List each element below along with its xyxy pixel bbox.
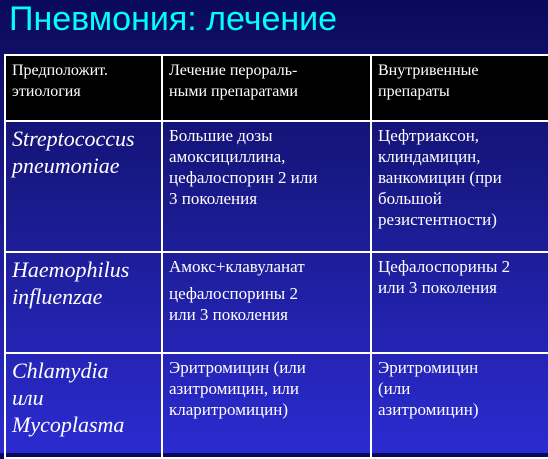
- iv-treatment: Цефтриаксон, клиндамицин, ванкомицин (при большой резистентности): [371, 121, 548, 252]
- organism-name: Streptococcus pneumoniae: [12, 126, 135, 178]
- oral-treatment: Эритромицин (или азитромицин, или кларитромицин): [162, 353, 371, 458]
- organism-name: Haemophilus influenzae: [12, 257, 130, 309]
- oral-treatment: Большие дозы амоксициллина, цефалоспорин 2 или 3 поколения: [162, 121, 371, 252]
- organism-name: Chlamydia или Mycoplasma: [12, 358, 125, 437]
- oral-treatment-line2: цефалоспорины 2 или 3 поколения: [169, 284, 298, 324]
- header-iv-drugs: Внутривенные препараты: [371, 55, 548, 121]
- iv-treatment: Цефалоспорины 2 или 3 поколения: [371, 252, 548, 353]
- iv-treatment: Эритромицин (или азитромицин): [371, 353, 548, 458]
- header-etiology: Предположит. этиология: [5, 55, 162, 121]
- table-header-row: [5, 55, 548, 121]
- oral-treatment-line1: Амокс+клавуланат: [169, 257, 305, 276]
- table-row: [5, 121, 548, 252]
- header-oral-treatment: Лечение перораль- ными препаратами: [162, 55, 371, 121]
- page-title: Пневмония: лечение: [9, 0, 338, 38]
- table-row: [5, 353, 548, 458]
- table-row: [5, 252, 548, 353]
- treatment-table: [4, 54, 548, 459]
